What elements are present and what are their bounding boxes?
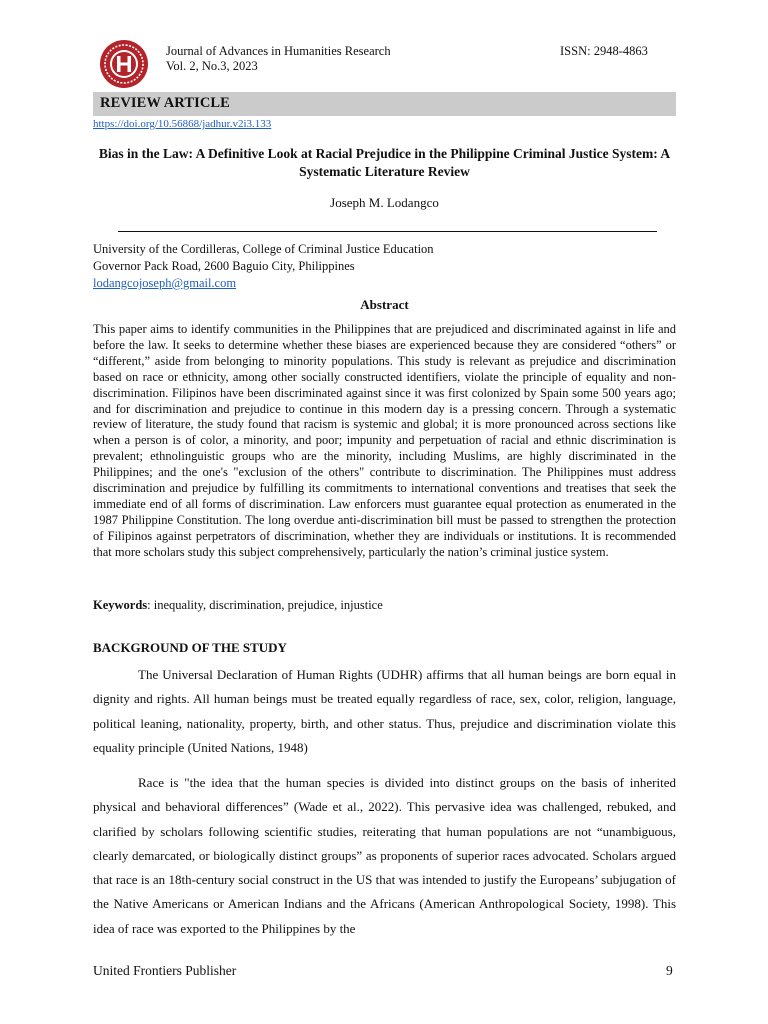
journal-volume: Vol. 2, No.3, 2023 bbox=[166, 59, 258, 73]
page-number: 9 bbox=[666, 963, 673, 978]
journal-info bbox=[166, 44, 391, 74]
abstract-heading: Abstract bbox=[360, 297, 409, 312]
keywords-label: Keywords bbox=[93, 598, 148, 612]
author-email-link[interactable]: lodangcojoseph@gmail.com bbox=[93, 276, 237, 290]
article-title: Bias in the Law: A Definitive Look at Racial Prejudice in the Philippine Criminal Justice System: A Systematic Literature Review bbox=[98, 146, 671, 179]
affiliation-line-2: Governor Pack Road, 2600 Baguio City, Philippines bbox=[93, 259, 355, 273]
issn: ISSN: 2948-4863 bbox=[560, 44, 648, 58]
keywords bbox=[93, 598, 676, 613]
article-type: REVIEW ARTICLE bbox=[100, 95, 230, 111]
author-name: Joseph M. Lodangco bbox=[330, 195, 439, 210]
footer-publisher: United Frontiers Publisher bbox=[93, 963, 237, 978]
abstract-text: This paper aims to identify communities in the Philippines that are prejudiced and discriminated against in life and before the law. It seeks to determine whether these biases are experienced because they are considered “others” or “different,” aside from belonging to minority populations. This study is relevant as prejudice and discrimination based on race or ethnicity, among other socially constructed identifiers, violate the principle of equality and non-discrimination. Filipinos have been discriminated against since it was first colonized by Spain some 500 years ago; and for discrimination and prejudice to continue in this modern day is a pressing concern. Through a systematic review of literature, the study found that racism is systemic and global; it is more pronounced across sections like when a person is of color, a minority, and poor; impunity and perpetuation of racial and ethnic discrimination is prevalent; ethnolinguistic groups who are the minority, including Muslims, are highly discriminated in the Philippines; and the one's "exclusion of the others" contribute to discrimination. The Philippines must address discrimination and prejudice by fulfilling its commitments to international conventions and treatises that seek the immediate end of all forms of discrimination. Law enforcers must guarantee equal protection as enumerated in the 1987 Philippine Constitution. The long overdue anti-discrimination bill must be passed to strengthen the protection of Filipinos against perpetrators of discrimination, whether they are individuals or institutions. It is recommended that more scholars study this subject comprehensively, particularly the nation’s criminal justice system. bbox=[93, 322, 676, 559]
journal-logo bbox=[99, 39, 149, 89]
affiliation-line-1: University of the Cordilleras, College of Criminal Justice Education bbox=[93, 242, 434, 256]
separator-line bbox=[118, 231, 657, 232]
affiliation bbox=[93, 241, 434, 292]
body-paragraph-2: Race is "the idea that the human species is divided into distinct groups on the basis of inherited physical and behavioral differences” (Wade et al., 2022). This pervasive idea was challenged, rebuked, and clarified by scholars following scientific studies, reiterating that human populations are not “unambiguous, clearly demarcated, or biologically distinct groups” as proponents of superior races advocated. Scholars argued that race is an 18th-century social construct in the US that was intended to justify the Europeans’ subjugation of the Native Americans or American Indians and the Africans (American Anthropological Society, 1998). This idea of race was exported to the Philippines by the bbox=[93, 775, 676, 936]
section-heading: BACKGROUND OF THE STUDY bbox=[93, 640, 287, 655]
body-paragraph-1: The Universal Declaration of Human Rights (UDHR) affirms that all human beings are born equal in dignity and rights. All human beings must be treated equally regardless of race, sex, color, religion, language, political leaning, nationality, property, birth, and other status. Thus, prejudice and discrimination violate this equality principle (United Nations, 1948) bbox=[93, 667, 676, 755]
journal-name: Journal of Advances in Humanities Research bbox=[166, 44, 391, 58]
doi-link[interactable]: https://doi.org/10.56868/jadhur.v2i3.133 bbox=[93, 118, 272, 130]
keywords-list: : inequality, discrimination, prejudice, injustice bbox=[147, 598, 383, 612]
article-type-banner bbox=[93, 92, 676, 116]
